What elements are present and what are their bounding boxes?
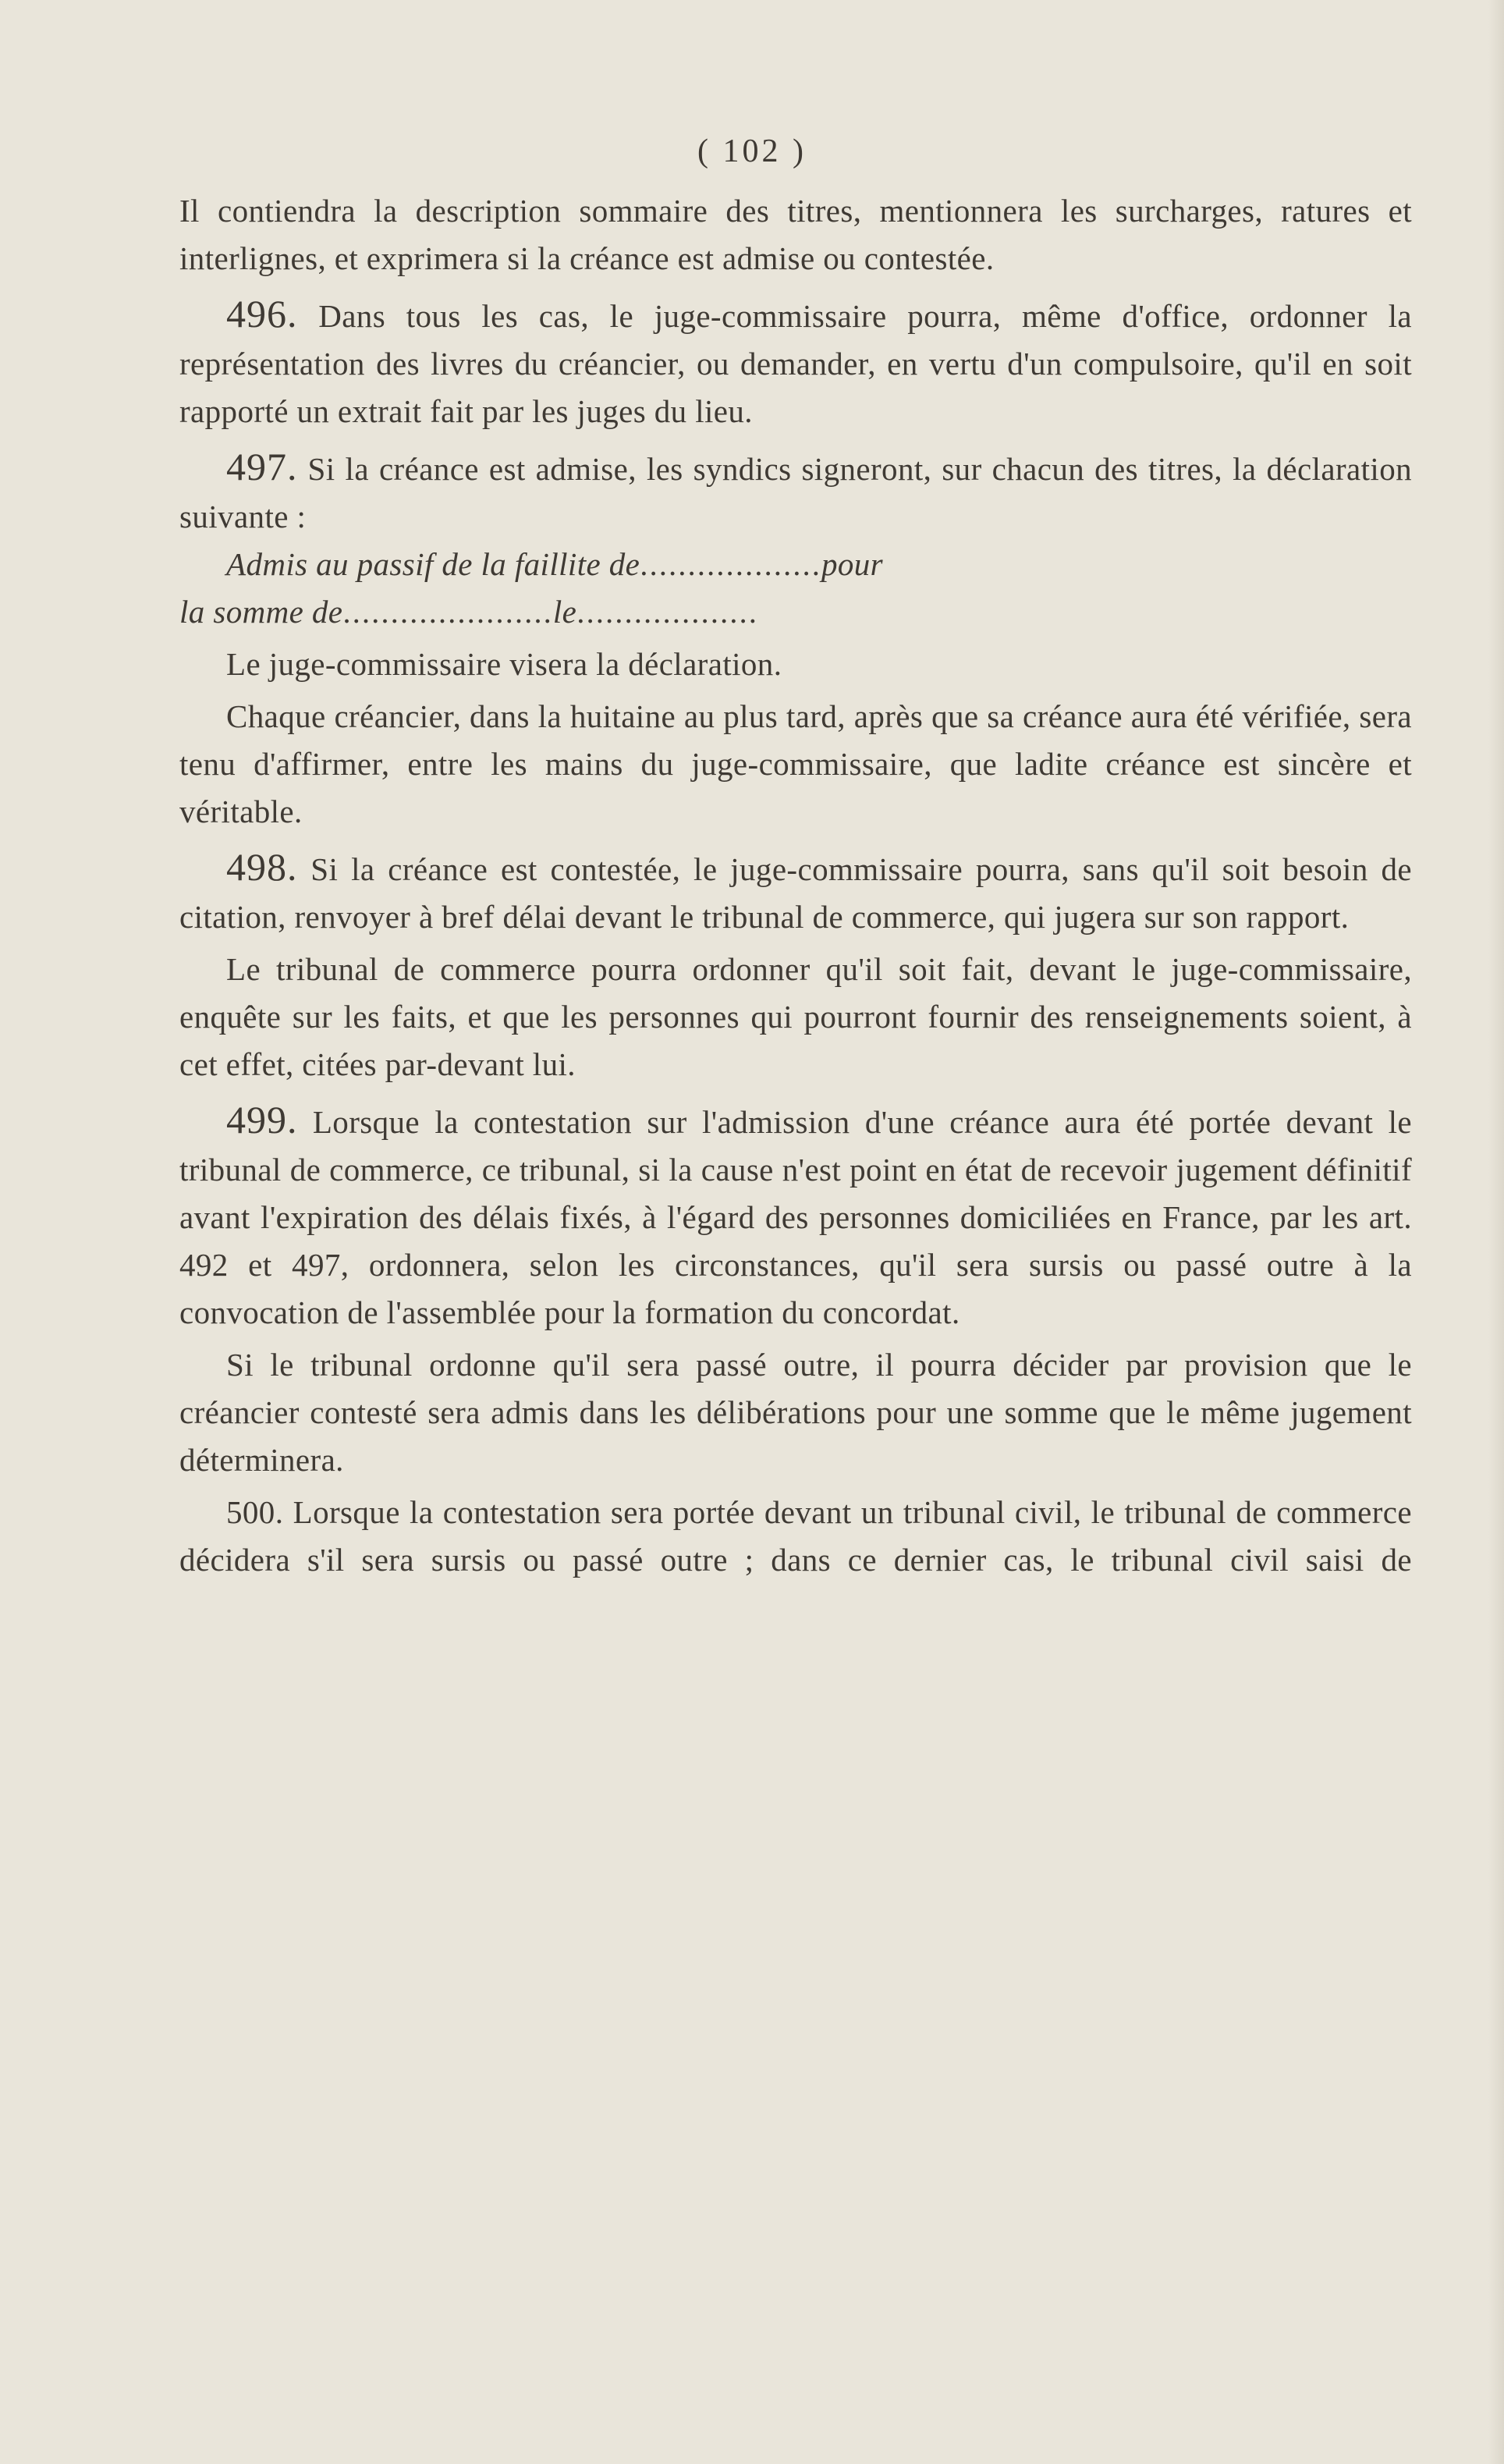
paragraph bbox=[179, 693, 1412, 836]
declaration-formula-line-2 bbox=[179, 588, 1412, 636]
article-500 bbox=[179, 1489, 1412, 1584]
article-text: Si la créance est contestée, le juge-commissaire pourra, sans qu'il soit besoin de citation, renvoyer à bref délai devant le tribunal de commerce, qui jugera sur son rapport. bbox=[179, 851, 1412, 935]
article-number: 496. bbox=[226, 292, 298, 336]
declaration-formula-line-1 bbox=[179, 541, 1412, 588]
formula-mid: le bbox=[552, 594, 577, 630]
article-number: 498. bbox=[226, 845, 298, 889]
paragraph-text: Chaque créancier, dans la huitaine au plus tard, après que sa créance aura été vérifiée, sera tenu d'affirmer, entre les mains du juge-commissaire, que ladite créance est sincère et véritable. bbox=[179, 698, 1412, 829]
formula-dots: ................... bbox=[640, 546, 821, 582]
paragraph bbox=[179, 1341, 1412, 1484]
article-text: Lorsque la contestation sera portée devant un tribunal civil, le tribunal de commerce décidera s'il sera sursis ou passé outre ; dans ce dernier cas, le tribunal civil saisi de bbox=[179, 1494, 1413, 1578]
paragraph bbox=[179, 641, 1412, 688]
formula-dots-tail: ................... bbox=[576, 594, 759, 630]
article-496 bbox=[179, 290, 1412, 435]
formula-dots: ...................... bbox=[342, 594, 553, 630]
paragraph-text: Le tribunal de commerce pourra ordonner qu'il soit fait, devant le juge-commissaire, enquête sur les faits, et que les personnes qui pourront fournir des renseignements soient, à cet effet, citées par-devant lui. bbox=[179, 951, 1412, 1082]
article-number: 499. bbox=[226, 1098, 298, 1141]
paragraph bbox=[179, 187, 1412, 282]
article-text: Dans tous les cas, le juge-commissaire pourra, même d'office, ordonner la représentation des livres du créancier, ou demander, en vertu d'un compulsoire, qu'il en soit rapporté un extrait fait par les juges du lieu. bbox=[179, 298, 1412, 429]
article-number: 497. bbox=[226, 445, 298, 488]
article-text: Lorsque la contestation sur l'admission d'une créance aura été portée devant le tribunal de commerce, ce tribunal, si la cause n'est point en état de recevoir jugement définitif avant l'expiration des délais fixés, à l'égard des personnes domiciliées en France, par les art. 492 et 497, ordonnera, selon les circonstances, qu'il sera sursis ou passé outre à la convocation de l'assemblée pour la formation du concordat. bbox=[179, 1104, 1413, 1330]
page-number: ( 102 ) bbox=[697, 133, 807, 169]
paragraph-text: Si le tribunal ordonne qu'il sera passé outre, il pourra décider par provision que le créancier contesté sera admis dans les délibérations pour une somme que le même jugement déterminera. bbox=[179, 1347, 1412, 1478]
formula-end: pour bbox=[821, 546, 884, 582]
formula-text: la somme de bbox=[179, 594, 343, 630]
body-text bbox=[179, 187, 1412, 1584]
page-edge-shadow bbox=[1488, 0, 1504, 2464]
article-498 bbox=[179, 843, 1412, 941]
paragraph bbox=[179, 946, 1412, 1088]
article-497 bbox=[179, 443, 1412, 541]
article-text: Si la créance est admise, les syndics signeront, sur chacun des titres, la déclaration suivante : bbox=[179, 451, 1412, 534]
article-499 bbox=[179, 1096, 1412, 1337]
formula-text: Admis au passif de la faillite de bbox=[226, 546, 640, 582]
paragraph-text: Il contiendra la description sommaire des titres, mentionnera les surcharges, ratures et interlignes, et exprimera si la créance est admise ou contestée. bbox=[179, 193, 1412, 276]
paragraph-text: Le juge-commissaire visera la déclaration. bbox=[226, 646, 782, 682]
article-number: 500. bbox=[226, 1494, 284, 1530]
